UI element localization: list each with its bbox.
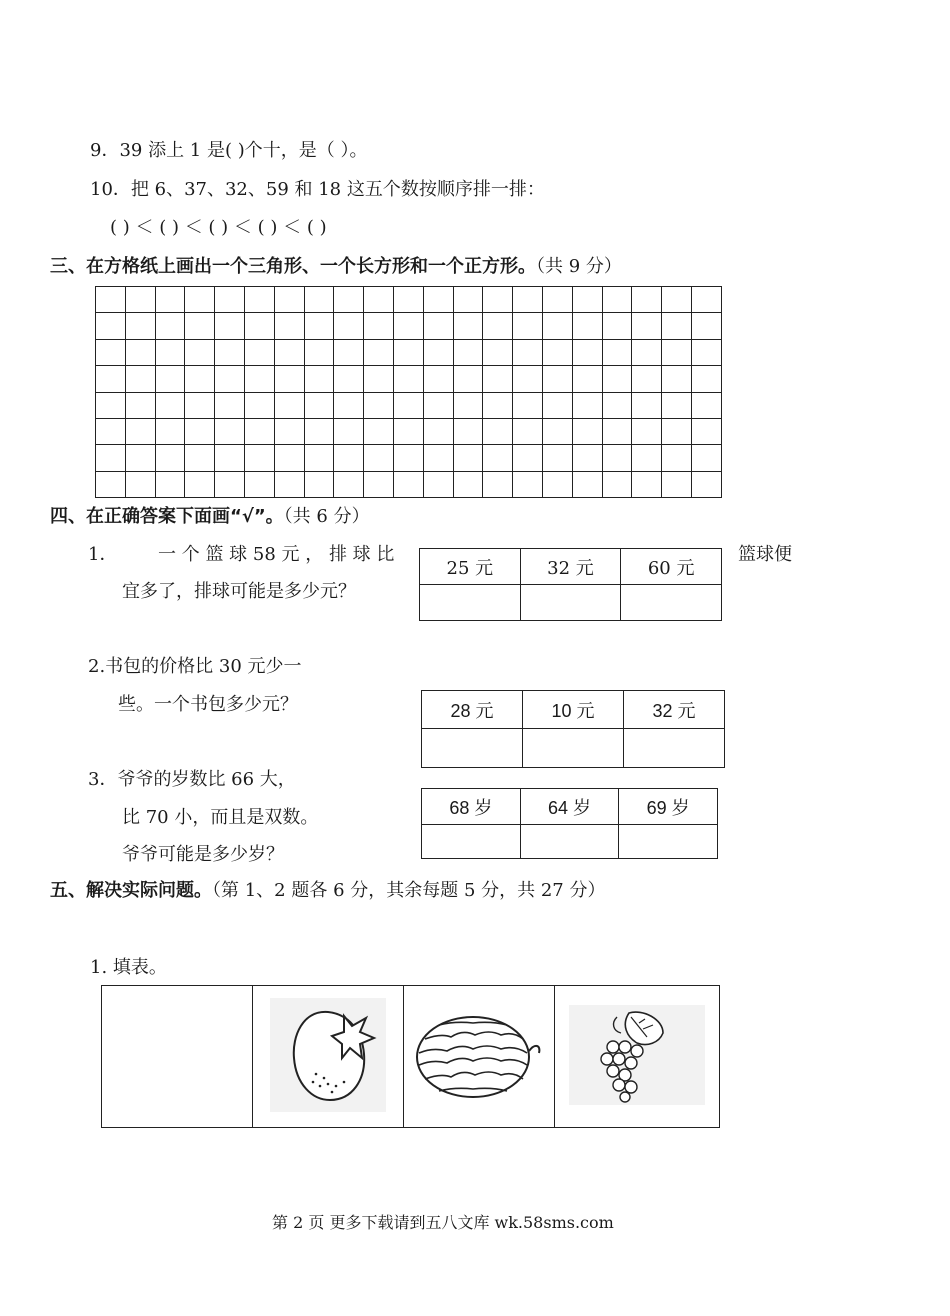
- answer-cell[interactable]: [520, 825, 619, 859]
- grid-cell[interactable]: [155, 445, 185, 471]
- grid-cell[interactable]: [244, 313, 274, 339]
- grid-cell[interactable]: [513, 392, 543, 418]
- grid-cell[interactable]: [364, 392, 394, 418]
- section-4-points: （共 6 分）: [283, 506, 370, 527]
- grid-cell[interactable]: [274, 471, 304, 497]
- grid-cell[interactable]: [304, 366, 334, 392]
- grid-cell[interactable]: [453, 313, 483, 339]
- grid-cell[interactable]: [572, 313, 602, 339]
- grid-cell[interactable]: [215, 471, 245, 497]
- grid-cell[interactable]: [155, 339, 185, 365]
- grid-cell[interactable]: [364, 287, 394, 313]
- option-cell: 10 元: [523, 691, 624, 729]
- grid-cell[interactable]: [602, 287, 632, 313]
- grid-cell[interactable]: [602, 392, 632, 418]
- option-cell: 64 岁: [520, 789, 619, 825]
- grid-cell[interactable]: [423, 313, 453, 339]
- grid-cell[interactable]: [513, 339, 543, 365]
- grid-cell[interactable]: [483, 366, 513, 392]
- grid-cell[interactable]: [304, 445, 334, 471]
- grid-cell[interactable]: [155, 418, 185, 444]
- grid-cell[interactable]: [96, 313, 126, 339]
- grid-cell[interactable]: [542, 313, 572, 339]
- grid-cell[interactable]: [364, 471, 394, 497]
- question-4-1-line1-tail: 篮球便: [738, 544, 792, 565]
- grid-cell[interactable]: [244, 418, 274, 444]
- grid-cell[interactable]: [572, 366, 602, 392]
- grid-cell[interactable]: [513, 445, 543, 471]
- grid-cell[interactable]: [691, 313, 721, 339]
- question-4-2-line2: 些。一个书包多少元？: [118, 694, 298, 715]
- strawberry-cell: [253, 986, 404, 1128]
- grid-cell[interactable]: [542, 471, 572, 497]
- grid-cell[interactable]: [185, 445, 215, 471]
- option-cell: 32 元: [520, 549, 621, 585]
- grid-cell[interactable]: [483, 287, 513, 313]
- grid-cell[interactable]: [125, 287, 155, 313]
- question-9: 9．39 添上 1 是( )个十，是（ ）。: [90, 140, 368, 161]
- grid-cell[interactable]: [453, 339, 483, 365]
- option-cell: 68 岁: [422, 789, 521, 825]
- grid-cell[interactable]: [274, 392, 304, 418]
- grid-cell[interactable]: [453, 471, 483, 497]
- grid-cell[interactable]: [453, 366, 483, 392]
- grid-cell[interactable]: [662, 418, 692, 444]
- grid-cell[interactable]: [364, 445, 394, 471]
- grid-cell[interactable]: [513, 366, 543, 392]
- grid-cell[interactable]: [96, 339, 126, 365]
- grid-cell[interactable]: [185, 471, 215, 497]
- question-4-3-line2: 比 70 小，而且是双数。: [122, 807, 319, 828]
- grid-cell[interactable]: [602, 418, 632, 444]
- grid-cell[interactable]: [542, 366, 572, 392]
- grid-cell[interactable]: [393, 339, 423, 365]
- grid-cell[interactable]: [632, 392, 662, 418]
- grid-cell[interactable]: [662, 366, 692, 392]
- grid-cell[interactable]: [393, 418, 423, 444]
- grid-cell[interactable]: [691, 471, 721, 497]
- grid-cell[interactable]: [453, 418, 483, 444]
- grid-cell[interactable]: [304, 392, 334, 418]
- grid-cell[interactable]: [632, 471, 662, 497]
- grid-cell[interactable]: [602, 366, 632, 392]
- answer-cell[interactable]: [422, 729, 523, 768]
- grid-cell[interactable]: [393, 392, 423, 418]
- grid-cell[interactable]: [513, 287, 543, 313]
- answer-cell[interactable]: [520, 585, 621, 621]
- grid-cell[interactable]: [334, 313, 364, 339]
- grid-cell[interactable]: [542, 287, 572, 313]
- grid-cell[interactable]: [453, 287, 483, 313]
- question-10-blanks: ( ) ＜ ( ) ＜ ( ) ＜ ( ) ＜ ( ): [110, 217, 327, 238]
- grid-cell[interactable]: [423, 339, 453, 365]
- grid-cell[interactable]: [632, 313, 662, 339]
- grid-cell[interactable]: [483, 392, 513, 418]
- section-3-heading: [50, 252, 622, 278]
- grid-cell[interactable]: [602, 445, 632, 471]
- grid-cell[interactable]: [691, 287, 721, 313]
- grid-cell[interactable]: [483, 471, 513, 497]
- grid-cell[interactable]: [334, 418, 364, 444]
- grid-cell[interactable]: [274, 445, 304, 471]
- grid-cell[interactable]: [632, 339, 662, 365]
- question-5-1-label: 1. 填表。: [90, 957, 167, 978]
- grid-cell[interactable]: [483, 445, 513, 471]
- grid-cell[interactable]: [453, 392, 483, 418]
- grid-cell[interactable]: [423, 287, 453, 313]
- grid-cell[interactable]: [125, 418, 155, 444]
- grid-cell[interactable]: [572, 392, 602, 418]
- grid-cell[interactable]: [125, 339, 155, 365]
- watermelon-cell: [404, 986, 555, 1128]
- watermelon-icon: [411, 1005, 547, 1105]
- section-5-title: 五、解决实际问题。: [50, 880, 212, 901]
- answer-cell[interactable]: [523, 729, 624, 768]
- grid-cell[interactable]: [632, 418, 662, 444]
- grid-cell[interactable]: [602, 339, 632, 365]
- answer-cell[interactable]: [422, 825, 521, 859]
- question-4-1-options: [419, 548, 722, 621]
- question-10: 10．把 6、37、32、59 和 18 这五个数按顺序排一排：: [90, 179, 545, 200]
- grid-cell[interactable]: [155, 287, 185, 313]
- grid-cell[interactable]: [572, 471, 602, 497]
- grid-cell[interactable]: [334, 339, 364, 365]
- option-cell: 69 岁: [619, 789, 718, 825]
- section-4-heading: [50, 502, 370, 528]
- grapes-cell: [555, 986, 720, 1128]
- grid-cell[interactable]: [364, 339, 394, 365]
- grid-cell[interactable]: [274, 287, 304, 313]
- grid-cell[interactable]: [334, 471, 364, 497]
- grid-cell[interactable]: [542, 418, 572, 444]
- grid-cell[interactable]: [423, 392, 453, 418]
- grid-cell[interactable]: [453, 445, 483, 471]
- grid-cell[interactable]: [304, 313, 334, 339]
- grid-cell[interactable]: [215, 287, 245, 313]
- fruit-table: [101, 985, 720, 1128]
- grid-cell[interactable]: [185, 287, 215, 313]
- option-cell: 28 元: [422, 691, 523, 729]
- strawberry-icon: [268, 996, 388, 1114]
- grid-cell[interactable]: [304, 287, 334, 313]
- question-4-3-line3: 爷爷可能是多少岁？: [122, 844, 284, 865]
- grid-cell[interactable]: [364, 366, 394, 392]
- grid-cell[interactable]: [572, 418, 602, 444]
- grid-cell[interactable]: [244, 287, 274, 313]
- grid-cell[interactable]: [244, 366, 274, 392]
- section-5-heading: [50, 876, 606, 902]
- grid-cell[interactable]: [334, 392, 364, 418]
- grid-cell[interactable]: [334, 366, 364, 392]
- grid-cell[interactable]: [215, 313, 245, 339]
- grid-cell[interactable]: [304, 418, 334, 444]
- grid-cell[interactable]: [96, 418, 126, 444]
- grid-cell[interactable]: [483, 339, 513, 365]
- grid-cell[interactable]: [215, 366, 245, 392]
- grid-cell[interactable]: [691, 392, 721, 418]
- grid-cell[interactable]: [185, 418, 215, 444]
- grid-cell[interactable]: [244, 471, 274, 497]
- grid-cell[interactable]: [572, 339, 602, 365]
- grid-cell[interactable]: [155, 366, 185, 392]
- grid-cell[interactable]: [513, 471, 543, 497]
- grid-cell[interactable]: [364, 313, 394, 339]
- option-cell: 60 元: [621, 549, 722, 585]
- grid-cell[interactable]: [691, 418, 721, 444]
- grid-cell[interactable]: [125, 313, 155, 339]
- grid-cell[interactable]: [393, 313, 423, 339]
- grid-cell[interactable]: [364, 418, 394, 444]
- grid-cell[interactable]: [125, 392, 155, 418]
- grid-cell[interactable]: [662, 287, 692, 313]
- grid-cell[interactable]: [185, 313, 215, 339]
- grid-cell[interactable]: [96, 287, 126, 313]
- section-3-points: （共 9 分）: [536, 256, 622, 277]
- grid-cell[interactable]: [602, 471, 632, 497]
- grid-cell[interactable]: [542, 445, 572, 471]
- grid-cell[interactable]: [393, 287, 423, 313]
- grid-cell[interactable]: [423, 471, 453, 497]
- grid-cell[interactable]: [96, 392, 126, 418]
- grapes-icon: [567, 1003, 707, 1107]
- grid-cell[interactable]: [423, 418, 453, 444]
- grid-cell[interactable]: [483, 313, 513, 339]
- grid-cell[interactable]: [334, 445, 364, 471]
- grid-cell[interactable]: [304, 339, 334, 365]
- grid-cell[interactable]: [125, 366, 155, 392]
- grid-cell[interactable]: [125, 471, 155, 497]
- grid-cell[interactable]: [513, 313, 543, 339]
- question-4-3-line1: 3．爷爷的岁数比 66 大，: [88, 769, 296, 790]
- grid-cell[interactable]: [215, 392, 245, 418]
- grid-cell[interactable]: [662, 339, 692, 365]
- fruit-table-header-cell[interactable]: [102, 986, 253, 1128]
- grid-cell[interactable]: [393, 445, 423, 471]
- grid-cell[interactable]: [185, 339, 215, 365]
- grid-cell[interactable]: [662, 471, 692, 497]
- grid-cell[interactable]: [96, 445, 126, 471]
- grid-cell[interactable]: [423, 366, 453, 392]
- grid-cell[interactable]: [274, 339, 304, 365]
- grid-cell[interactable]: [691, 445, 721, 471]
- page-footer: 第 2 页 更多下载请到五八文库 wk.58sms.com: [272, 1213, 614, 1232]
- grid-cell[interactable]: [483, 418, 513, 444]
- grid-cell[interactable]: [542, 392, 572, 418]
- grid-cell[interactable]: [334, 287, 364, 313]
- section-5-points: （第 1、2 题各 6 分，其余每题 5 分，共 27 分）: [212, 880, 606, 901]
- question-4-1-line1: 一 个 篮 球 58 元 ， 排 球 比: [158, 544, 395, 565]
- question-4-1-number: 1．: [88, 544, 118, 565]
- grid-cell[interactable]: [632, 366, 662, 392]
- option-cell: 25 元: [420, 549, 521, 585]
- answer-cell[interactable]: [420, 585, 521, 621]
- grid-cell[interactable]: [662, 392, 692, 418]
- grid-cell[interactable]: [274, 366, 304, 392]
- grid-cell[interactable]: [215, 418, 245, 444]
- grid-cell[interactable]: [125, 445, 155, 471]
- grid-cell[interactable]: [96, 471, 126, 497]
- grid-cell[interactable]: [304, 471, 334, 497]
- grid-cell[interactable]: [662, 313, 692, 339]
- grid-cell[interactable]: [393, 471, 423, 497]
- grid-cell[interactable]: [155, 471, 185, 497]
- section-4-title: 四、在正确答案下面画“√”。: [50, 506, 284, 527]
- grid-cell[interactable]: [155, 313, 185, 339]
- grid-cell[interactable]: [244, 339, 274, 365]
- grid-cell[interactable]: [602, 313, 632, 339]
- grid-cell[interactable]: [691, 339, 721, 365]
- grid-cell[interactable]: [542, 339, 572, 365]
- answer-cell[interactable]: [624, 729, 725, 768]
- answer-cell[interactable]: [619, 825, 718, 859]
- question-4-1-line2: 宜多了，排球可能是多少元？: [122, 581, 356, 602]
- question-4-2-options: [421, 690, 725, 768]
- grid-cell[interactable]: [393, 366, 423, 392]
- grid-cell[interactable]: [185, 366, 215, 392]
- answer-cell[interactable]: [621, 585, 722, 621]
- grid-cell[interactable]: [185, 392, 215, 418]
- grid-cell[interactable]: [572, 445, 602, 471]
- grid-cell[interactable]: [423, 445, 453, 471]
- section-3-title: 三、在方格纸上画出一个三角形、一个长方形和一个正方形。: [50, 256, 536, 277]
- grid-cell[interactable]: [513, 418, 543, 444]
- drawing-grid[interactable]: [95, 286, 722, 498]
- question-4-3-options: [421, 788, 718, 859]
- grid-cell[interactable]: [691, 366, 721, 392]
- grid-cell[interactable]: [632, 287, 662, 313]
- grid-cell[interactable]: [572, 287, 602, 313]
- grid-cell[interactable]: [244, 392, 274, 418]
- grid-cell[interactable]: [274, 418, 304, 444]
- grid-cell[interactable]: [96, 366, 126, 392]
- grid-cell[interactable]: [244, 445, 274, 471]
- option-cell: 32 元: [624, 691, 725, 729]
- grid-cell[interactable]: [215, 445, 245, 471]
- grid-cell[interactable]: [155, 392, 185, 418]
- question-4-2-line1: 2.书包的价格比 30 元少一: [88, 656, 302, 677]
- grid-cell[interactable]: [662, 445, 692, 471]
- grid-cell[interactable]: [215, 339, 245, 365]
- grid-cell[interactable]: [274, 313, 304, 339]
- grid-cell[interactable]: [632, 445, 662, 471]
